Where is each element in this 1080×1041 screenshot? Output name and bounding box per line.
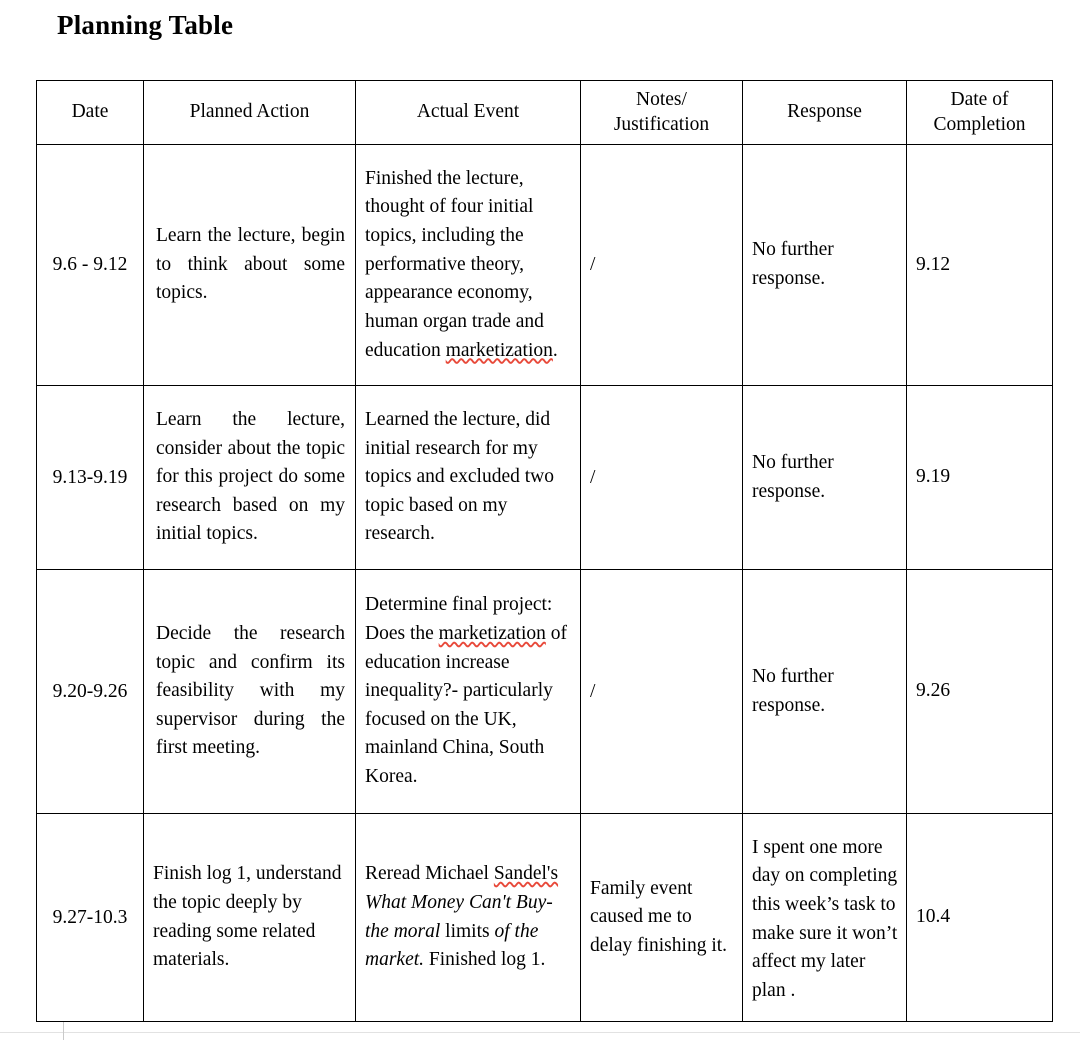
- actual-event-plain-text: Finished the lecture, thought of four initial topics, including the performative theory, appearance economy, human organ trade and education: [365, 167, 544, 361]
- column-header-actual-event-label: Actual Event: [416, 101, 520, 123]
- cell-planned-action-text: Learn the lecture, consider about the topic for this project do some research based on my initial topics.: [156, 408, 345, 545]
- actual-event-post-text: of education increase inequality?- particularly focused on the UK, mainland China, South Korea.: [365, 622, 567, 788]
- cell-planned-action: [144, 386, 356, 570]
- cell-actual-event: [356, 386, 581, 570]
- cell-response: [743, 570, 907, 814]
- cell-date-of-completion: [907, 570, 1053, 814]
- cell-notes-text: /: [590, 466, 596, 488]
- cell-planned-action-text: Finish log 1, understand the topic deeply by reading some related materials.: [153, 863, 342, 971]
- actual-event-mid-text: limits: [440, 920, 495, 942]
- column-header-date-of-completion: [907, 81, 1053, 145]
- cell-response: [743, 145, 907, 386]
- cell-notes: [581, 386, 743, 570]
- cell-notes: [581, 814, 743, 1022]
- cell-response-text: I spent one more day on completing this week’s task to make sure it won’t affect my later plan .: [752, 836, 898, 1001]
- column-header-notes-line1: Notes/: [636, 89, 687, 111]
- column-header-completion-line2: Completion: [933, 113, 1026, 135]
- misspelled-word: marketization: [438, 622, 546, 644]
- actual-event-pre-text: Determine final project: Does the: [365, 594, 553, 644]
- misspelled-word: Sandel's: [493, 863, 559, 885]
- cell-date-of-completion: [907, 386, 1053, 570]
- cell-planned-action: [144, 570, 356, 814]
- cell-actual-event-text: Learned the lecture, did initial research for my topics and excluded two topic based on my research.: [365, 408, 554, 545]
- cell-response-text: No further response.: [752, 451, 834, 502]
- book-title-italic-part2: of the market.: [365, 920, 539, 971]
- cell-notes: [581, 145, 743, 386]
- cell-planned-action-text: Decide the research topic and confirm its feasibility with my supervisor during the first meeting.: [156, 622, 345, 759]
- column-header-response: [743, 81, 907, 145]
- table-row: [37, 570, 1053, 814]
- cell-notes-text: /: [590, 680, 596, 702]
- book-title-italic-part1: What Money Can't Buy- the moral: [365, 891, 553, 942]
- cell-actual-event-text: [356, 589, 580, 794]
- cell-notes-text: Family event caused me to delay finishing it.: [590, 877, 728, 956]
- cell-notes: [581, 570, 743, 814]
- cell-date-of-completion-text: 10.4: [916, 906, 951, 928]
- column-header-notes-justification: [581, 81, 743, 145]
- misspelled-word: marketization: [445, 339, 553, 361]
- table-row: [37, 145, 1053, 386]
- cell-date-of-completion: [907, 145, 1053, 386]
- cell-date: [37, 814, 144, 1022]
- page-title: Planning Table: [57, 10, 234, 40]
- cell-planned-action: [144, 814, 356, 1022]
- column-header-response-label: Response: [787, 101, 862, 123]
- column-header-planned-action: [144, 81, 356, 145]
- cell-actual-event: [356, 570, 581, 814]
- column-header-planned-action-label: Planned Action: [189, 101, 310, 123]
- table-row: [37, 386, 1053, 570]
- cell-planned-action-text: Learn the lecture, begin to think about some topics.: [156, 225, 345, 304]
- cell-notes-text: /: [590, 254, 596, 276]
- column-header-notes-line2: Justification: [613, 113, 710, 135]
- cell-response-text: No further response.: [752, 239, 834, 289]
- cell-actual-event-text: [356, 163, 580, 368]
- planning-table: [36, 80, 1053, 1022]
- cell-date-text: 9.6 - 9.12: [52, 254, 128, 276]
- cell-actual-event: [356, 814, 581, 1022]
- cell-date: [37, 386, 144, 570]
- table-header-row: [37, 81, 1053, 145]
- cell-date: [37, 145, 144, 386]
- page-margin-tick: [63, 1022, 64, 1040]
- cell-response: [743, 814, 907, 1022]
- cell-date-of-completion-text: 9.12: [916, 253, 951, 275]
- cell-planned-action: [144, 145, 356, 386]
- column-header-date-label: Date: [71, 101, 109, 123]
- cell-date-text: 9.20-9.26: [52, 680, 128, 702]
- column-header-date: [37, 81, 144, 145]
- cell-date: [37, 570, 144, 814]
- cell-date-text: 9.27-10.3: [52, 906, 128, 928]
- cell-actual-event: [356, 145, 581, 386]
- cell-date-text: 9.13-9.19: [52, 466, 128, 488]
- actual-event-tail-text: Finished log 1.: [424, 949, 546, 971]
- cell-date-of-completion: [907, 814, 1053, 1022]
- cell-actual-event-text: [356, 858, 580, 977]
- actual-event-pre-text: Reread Michael: [365, 863, 494, 885]
- table-row: [37, 814, 1053, 1022]
- cell-response-text: No further response.: [752, 665, 834, 716]
- actual-event-tail-text: .: [552, 339, 558, 361]
- cell-date-of-completion-text: 9.26: [916, 680, 951, 702]
- cell-date-of-completion-text: 9.19: [916, 466, 951, 488]
- column-header-completion-line1: Date of: [950, 89, 1009, 111]
- cell-response: [743, 386, 907, 570]
- column-header-actual-event: [356, 81, 581, 145]
